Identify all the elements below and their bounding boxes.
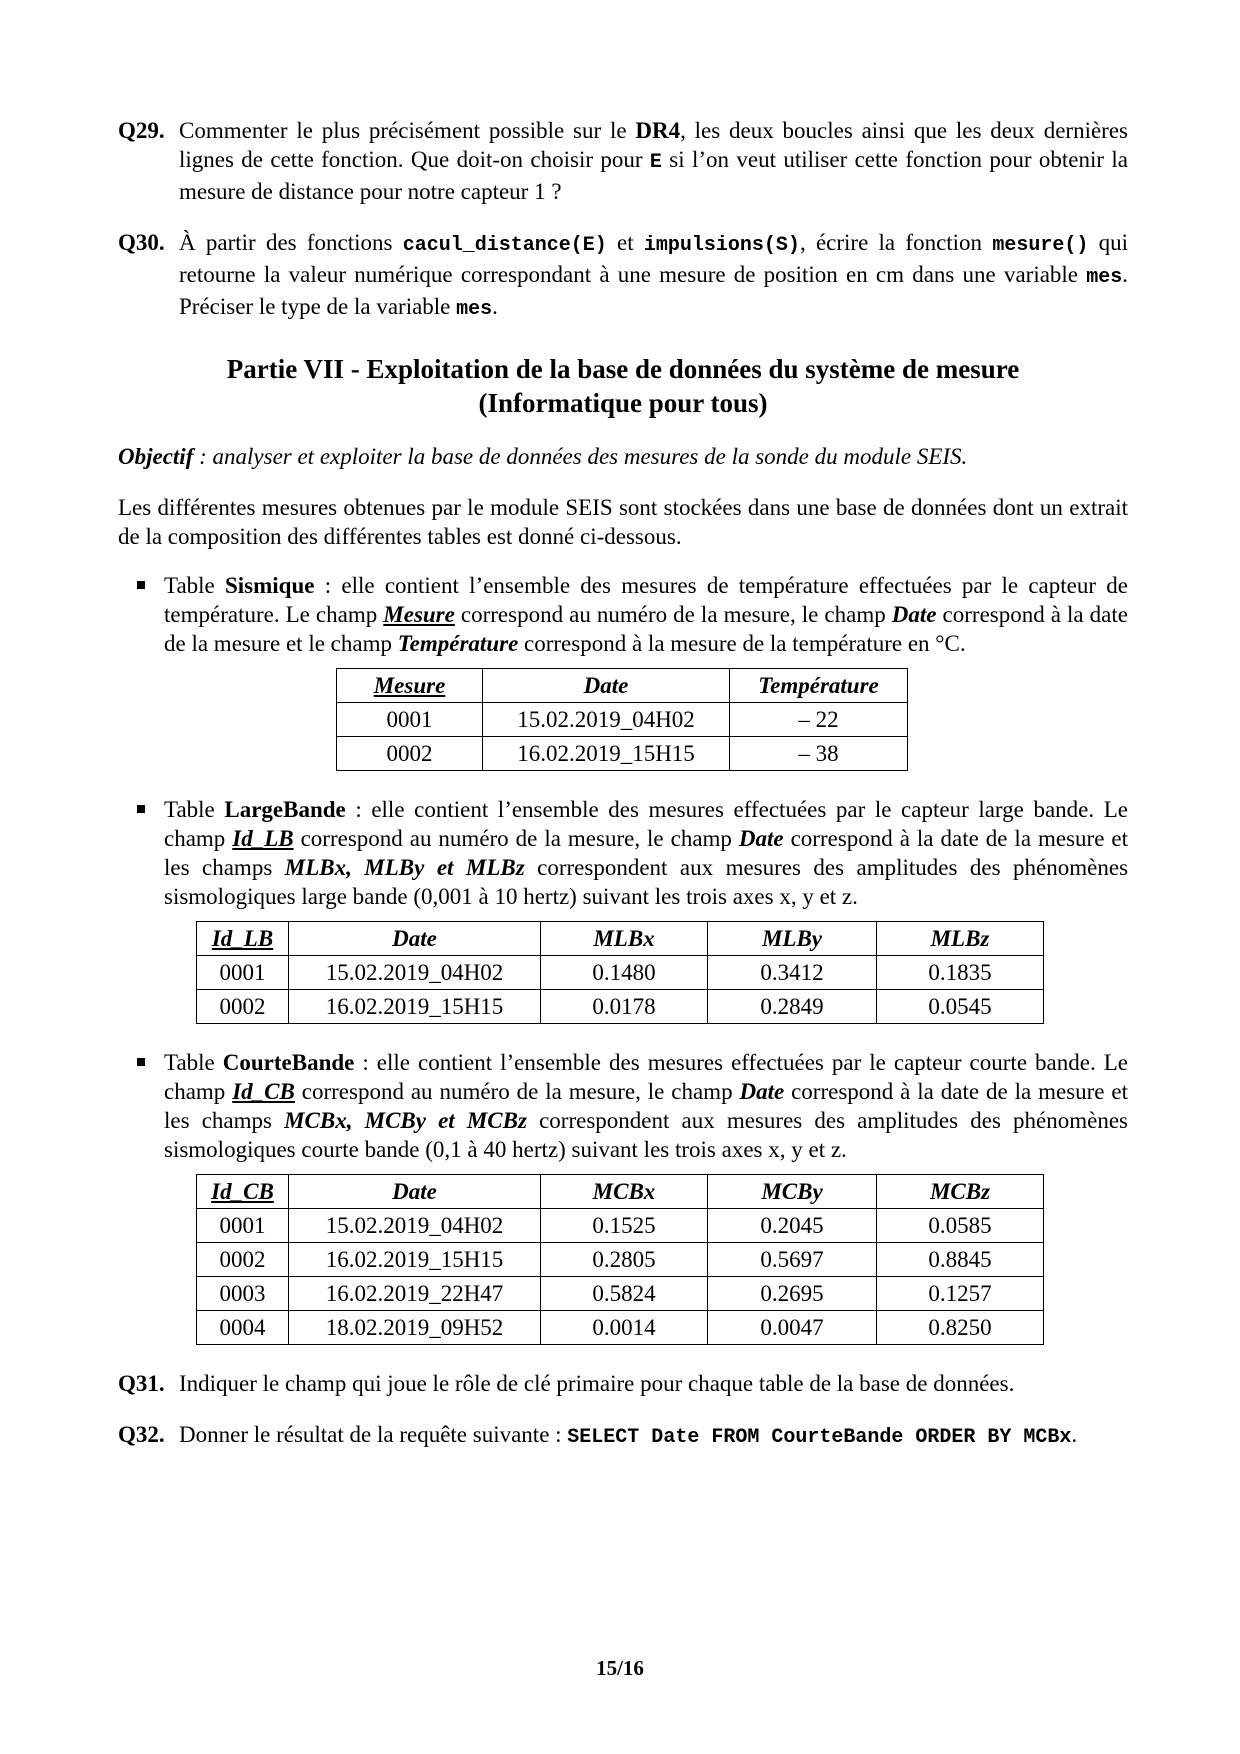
table-cell: 15.02.2019_04H02 [289, 1209, 541, 1243]
table-header-row [337, 669, 908, 703]
table-cell: 0.2849 [708, 990, 877, 1024]
objective-label: Objectif [118, 444, 194, 469]
table-cell: 0001 [337, 703, 483, 737]
column-header: Température [730, 669, 908, 703]
table-cell: 0001 [197, 956, 289, 990]
question-32: Q32. Donner le résultat de la requête suivante : SELECT Date FROM CourteBande ORDER BY MCBx. [118, 1422, 1078, 1449]
column-header: MCBz [877, 1175, 1044, 1209]
bullet-courtebande: Table CourteBande : elle contient l’ensemble des mesures effectuées par le capteur courte bande. Le champ Id_CB correspond au numéro de la mesure, le champ Date correspond à la date de la mesure et les champs MCBx, MCBy et MCBz correspondent aux mesures des amplitudes des phénomènes sismologiques courte bande (0,1 à 40 hertz) suivant les trois axes x, y et z. [118, 1048, 1128, 1164]
table-cell: 0002 [197, 1243, 289, 1277]
table-courtebande [196, 1174, 1044, 1345]
bullet-square-icon [137, 581, 145, 589]
table-header-row [197, 922, 1044, 956]
table-cell: 0.1525 [541, 1209, 708, 1243]
column-header: Id_CB [197, 1175, 289, 1209]
column-header: MCBy [708, 1175, 877, 1209]
question-number: Q29. [118, 118, 165, 143]
table-header-row [197, 1175, 1044, 1209]
table-cell: 0002 [197, 990, 289, 1024]
table-cell: 0.1480 [541, 956, 708, 990]
table-cell: 15.02.2019_04H02 [483, 703, 730, 737]
table-cell: 0.2805 [541, 1243, 708, 1277]
table-cell: – 38 [730, 737, 908, 771]
table-cell: 0.1835 [877, 956, 1044, 990]
section-title: Partie VII - Exploitation de la base de données du système de mesure (Informatique pour tous) [226, 354, 1020, 418]
dr4-ref: DR4 [635, 118, 681, 143]
table-cell: 18.02.2019_09H52 [289, 1311, 541, 1345]
table-cell: 16.02.2019_15H15 [289, 990, 541, 1024]
code-cacul-distance: cacul_distance(E) [402, 234, 607, 257]
table-cell: 0.0047 [708, 1311, 877, 1345]
table-cell: 16.02.2019_15H15 [483, 737, 730, 771]
table-row [197, 1209, 1044, 1243]
table-cell: 0.0178 [541, 990, 708, 1024]
table-cell: 0.3412 [708, 956, 877, 990]
table-cell: 0003 [197, 1277, 289, 1311]
table-cell: 0.0014 [541, 1311, 708, 1345]
table-sismique [336, 668, 908, 771]
document-page [118, 116, 1128, 1474]
question-number: Q32. [118, 1422, 165, 1447]
table-cell: 0.5697 [708, 1243, 877, 1277]
column-header: Id_LB [197, 922, 289, 956]
table-cell: 0.8845 [877, 1243, 1044, 1277]
intro-paragraph: Les différentes mesures obtenues par le module SEIS sont stockées dans une base de données dont un extrait de la composition des différentes tables est donné ci-dessous. [118, 495, 1128, 549]
question-30: Q30. À partir des fonctions cacul_distance(E) et impulsions(S), écrire la fonction mesure() qui retourne la valeur numérique correspondant à une mesure de position en cm dans une variable mes. Préciser le type de la variable mes. [118, 230, 1128, 321]
table-cell: – 22 [730, 703, 908, 737]
table-cell: 0004 [197, 1311, 289, 1345]
table-row [197, 1243, 1044, 1277]
table-cell: 0.2045 [708, 1209, 877, 1243]
table-cell: 0.0545 [877, 990, 1044, 1024]
sql-query: SELECT Date FROM CourteBande ORDER BY MCBx [567, 1426, 1072, 1449]
column-header: Date [289, 1175, 541, 1209]
bullet-square-icon [137, 805, 145, 813]
question-number: Q30. [118, 230, 165, 255]
bullet-largebande: Table LargeBande : elle contient l’ensemble des mesures effectuées par le capteur large bande. Le champ Id_LB correspond au numéro de la mesure, le champ Date correspond à la date de la mesure et les champs MLBx, MLBy et MLBz correspondent aux mesures des amplitudes des phénomènes sismologiques large bande (0,001 à 10 hertz) suivant les trois axes x, y et z. [118, 795, 1128, 911]
column-header: MLBy [708, 922, 877, 956]
code-e: E [649, 151, 662, 174]
column-header: MCBx [541, 1175, 708, 1209]
table-cell: 0.8250 [877, 1311, 1044, 1345]
code-impulsions: impulsions(S) [643, 234, 800, 257]
bullet-square-icon [137, 1058, 145, 1066]
table-cell: 15.02.2019_04H02 [289, 956, 541, 990]
question-29: Q29. Commenter le plus précisément possible sur le DR4, les deux boucles ainsi que les deux dernières lignes de cette fonction. Que doit-on choisir pour E si l’on veut utiliser cette fonction pour obtenir la mesure de distance pour notre capteur 1 ? [118, 118, 1129, 204]
table-cell: 0.2695 [708, 1277, 877, 1311]
column-header: MLBx [541, 922, 708, 956]
table-cell: 0.1257 [877, 1277, 1044, 1311]
code-mesure: mesure() [992, 234, 1089, 257]
table-row [197, 1277, 1044, 1311]
question-number: Q31. [118, 1371, 165, 1396]
column-header: Mesure [337, 669, 483, 703]
table-cell: 0001 [197, 1209, 289, 1243]
objective: Objectif : analyser et exploiter la base de données des mesures de la sonde du module SEIS. [118, 444, 968, 469]
table-cell: 0002 [337, 737, 483, 771]
table-row [337, 703, 908, 737]
table-cell: 16.02.2019_22H47 [289, 1277, 541, 1311]
table-cell: 16.02.2019_15H15 [289, 1243, 541, 1277]
code-mes: mes [456, 298, 493, 321]
page-number: 15/16 [596, 1656, 644, 1680]
question-31: Q31. Indiquer le champ qui joue le rôle de clé primaire pour chaque table de la base de données. [118, 1371, 1015, 1396]
table-largebande [196, 921, 1044, 1024]
bullet-sismique: Table Sismique : elle contient l’ensemble des mesures de température effectuées par le capteur de température. Le champ Mesure correspond au numéro de la mesure, le champ Date correspond à la date de la mesure et le champ Température correspond à la mesure de la température en °C. [118, 571, 1128, 658]
table-row [197, 956, 1044, 990]
table-row [197, 990, 1044, 1024]
table-cell: 0.0585 [877, 1209, 1044, 1243]
column-header: Date [289, 922, 541, 956]
column-header: MLBz [877, 922, 1044, 956]
table-row [197, 1311, 1044, 1345]
table-cell: 0.5824 [541, 1277, 708, 1311]
table-row [337, 737, 908, 771]
column-header: Date [483, 669, 730, 703]
code-mes: mes [1086, 266, 1123, 289]
